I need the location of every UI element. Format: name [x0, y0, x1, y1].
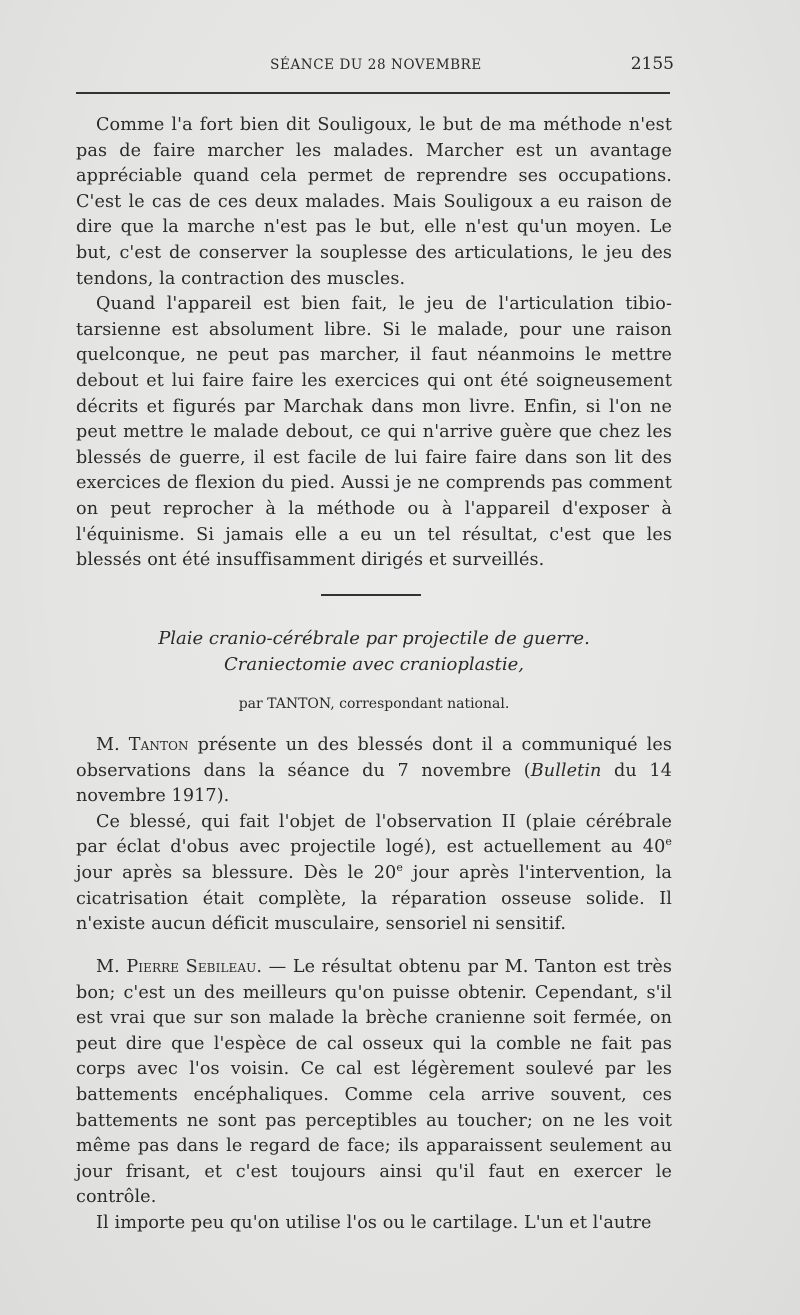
paragraph-appareil: Quand l'appareil est bien fait, le jeu de l'articulation tibio-tarsienne est absolument libre. Si le malade, pour une raison quelconque, ne peut pas marcher, il faut néanmoins le mettre debout et lui faire faire les exercices qui ont été soigneusement décrits et figurés par Marchak dans mon livre. Enfin, si l'on ne peut mettre le malade debout, ce qui n'arrive guère que chez les blessés de guerre, il est facile de lui faire faire dans son lit des exercices de flexion du pied. Aussi je ne comprends pas comment on peut reprocher à la méthode ou à l'appareil d'exposer à l'équinisme. Si jamais elle a eu un tel résultat, c'est que les blessés ont été insuffisamment dirigés et surveillés.: [76, 294, 672, 571]
speaker-name: M. Tanton: [96, 735, 189, 755]
section-title-line-1: Plaie cranio-cérébrale par projectile de guerre.: [158, 628, 590, 649]
page-number: 2155: [630, 54, 674, 74]
text-run: Ce blessé, qui fait l'objet de l'observation II (plaie cérébrale par éclat d'obus avec projectile logé), est actuellement au 40: [76, 811, 672, 858]
running-title: SÉANCE DU 28 NOVEMBRE: [270, 57, 482, 73]
byline: par TANTON, correspondant national.: [238, 696, 510, 712]
text-run: jour après l'intervention, la cicatrisation était complète, la réparation osseuse solide. Il n'existe aucun déficit musculaire, sensoriel ni sensitif.: [76, 862, 672, 935]
paragraph-tanton-presente: [76, 733, 672, 810]
text-run: jour après sa blessure. Dès le 20: [76, 862, 397, 883]
text-block-methode: [76, 113, 672, 574]
ordinal-suffix: e: [665, 835, 672, 849]
paragraph-souligoux: Comme l'a fort bien dit Souligoux, le but de ma méthode n'est pas de faire marcher les malades. Marcher est un avantage appréciable quand cela permet de reprendre ses occupations. C'est le cas de ces deux malades. Mais Souligoux a eu raison de dire que la marche n'est pas le but, elle n'est qu'un moyen. Le but, c'est de conserver la souplesse des articulations, le jeu des tendons, la contraction des muscles.: [76, 115, 672, 289]
text-block-tanton: [76, 733, 672, 938]
ordinal-suffix: e: [396, 861, 403, 875]
text-run: présente un des blessés dont il a communiqué les observations dans la séance du 7 novembre (: [76, 735, 672, 781]
text-block-sebileau: [76, 955, 672, 1237]
header-rule: [76, 92, 670, 94]
paragraph-os-cartilage: Il importe peu qu'on utilise l'os ou le cartilage. L'un et l'autre: [96, 1212, 652, 1233]
speaker-name: M. Pierre Sebileau.: [96, 957, 263, 977]
paragraph-blesse: [76, 810, 672, 938]
text-run: du 14 novembre 1917).: [76, 760, 672, 807]
section-divider: [321, 594, 421, 596]
paragraph-sebileau: [76, 955, 672, 1211]
page-header: [76, 52, 676, 82]
bulletin-ref: Bulletin: [530, 760, 602, 781]
text-run: — Le résultat obtenu par M. Tanton est très bon; c'est un des meilleurs qu'on puisse obtenir. Cependant, s'il est vrai que sur son malade la brèche cranienne soit fermée, on peut dire que l'espèce de cal osseux qui la comble ne fait pas corps avec l'os voisin. Ce cal est légèrement soulevé par les battements encéphaliques. Comme cela arrive souvent, ces battements ne sont pas perceptibles au toucher; on ne les voit même pas dans le regard de face; ils apparaissent seulement au jour frisant, et c'est toujours ainsi qu'il faut en exercer le contrôle.: [76, 957, 672, 1208]
section-title-line-2: Craniectomie avec cranioplastie,: [223, 654, 525, 675]
